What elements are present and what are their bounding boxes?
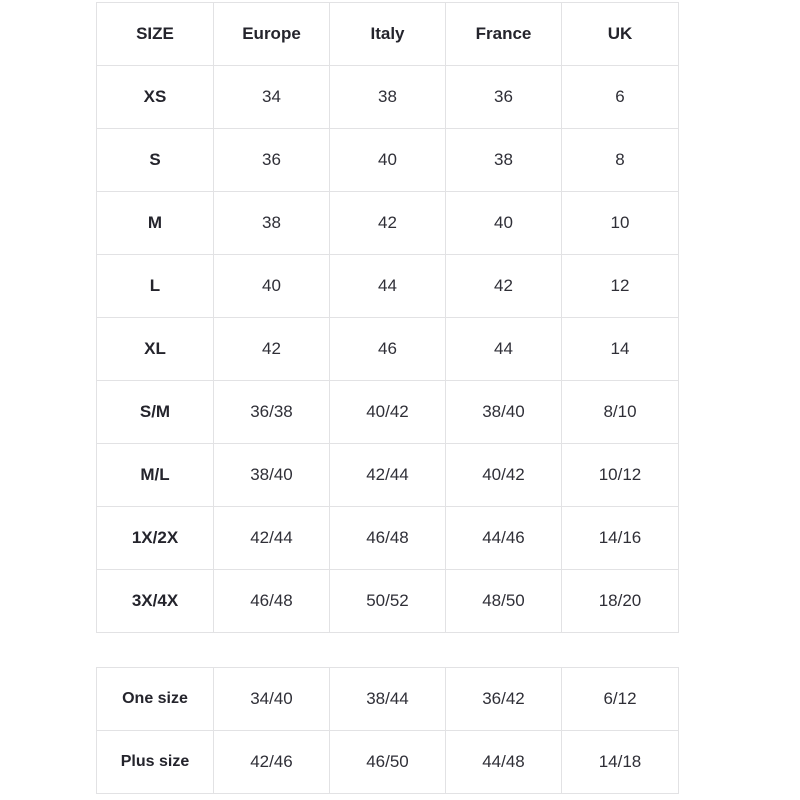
secondary-table-body: [97, 668, 679, 794]
table-row: [97, 381, 679, 444]
cell-italy: 42: [330, 192, 446, 255]
cell-france: 48/50: [446, 570, 562, 633]
table-row: [97, 318, 679, 381]
cell-uk: 6: [562, 66, 679, 129]
row-label: M: [97, 192, 214, 255]
cell-uk: 12: [562, 255, 679, 318]
cell-italy: 46: [330, 318, 446, 381]
cell-uk: 10/12: [562, 444, 679, 507]
cell-france: 38/40: [446, 381, 562, 444]
cell-italy: 38/44: [330, 668, 446, 731]
row-label: S: [97, 129, 214, 192]
cell-europe: 46/48: [214, 570, 330, 633]
row-label: M/L: [97, 444, 214, 507]
cell-europe: 34/40: [214, 668, 330, 731]
cell-europe: 40: [214, 255, 330, 318]
cell-uk: 14/16: [562, 507, 679, 570]
table-row: [97, 570, 679, 633]
cell-uk: 18/20: [562, 570, 679, 633]
cell-italy: 38: [330, 66, 446, 129]
table-row: [97, 192, 679, 255]
cell-france: 40/42: [446, 444, 562, 507]
main-size-table-container: [96, 2, 678, 633]
cell-uk: 14: [562, 318, 679, 381]
cell-europe: 42/46: [214, 731, 330, 794]
main-table-body: [97, 66, 679, 633]
row-label: XS: [97, 66, 214, 129]
table-row: [97, 129, 679, 192]
cell-europe: 38/40: [214, 444, 330, 507]
row-label: L: [97, 255, 214, 318]
main-table-header: [97, 3, 679, 66]
cell-france: 36/42: [446, 668, 562, 731]
cell-france: 40: [446, 192, 562, 255]
row-label: Plus size: [97, 731, 214, 794]
table-row: [97, 668, 679, 731]
cell-italy: 44: [330, 255, 446, 318]
cell-france: 44/48: [446, 731, 562, 794]
row-label: S/M: [97, 381, 214, 444]
cell-france: 38: [446, 129, 562, 192]
cell-italy: 46/48: [330, 507, 446, 570]
cell-uk: 8/10: [562, 381, 679, 444]
cell-uk: 6/12: [562, 668, 679, 731]
table-row: [97, 66, 679, 129]
table-row: [97, 507, 679, 570]
cell-italy: 46/50: [330, 731, 446, 794]
table-row: [97, 255, 679, 318]
column-header-italy: Italy: [330, 3, 446, 66]
cell-europe: 36/38: [214, 381, 330, 444]
table-header-row: [97, 3, 679, 66]
cell-france: 42: [446, 255, 562, 318]
row-label: 1X/2X: [97, 507, 214, 570]
cell-italy: 40: [330, 129, 446, 192]
cell-europe: 34: [214, 66, 330, 129]
cell-europe: 36: [214, 129, 330, 192]
column-header-uk: UK: [562, 3, 679, 66]
cell-italy: 42/44: [330, 444, 446, 507]
cell-uk: 8: [562, 129, 679, 192]
column-header-size: SIZE: [97, 3, 214, 66]
cell-france: 36: [446, 66, 562, 129]
cell-france: 44: [446, 318, 562, 381]
main-size-table: [96, 2, 679, 633]
cell-uk: 14/18: [562, 731, 679, 794]
row-label: XL: [97, 318, 214, 381]
cell-europe: 42/44: [214, 507, 330, 570]
cell-italy: 50/52: [330, 570, 446, 633]
cell-europe: 42: [214, 318, 330, 381]
table-row: [97, 444, 679, 507]
secondary-size-table-container: [96, 667, 678, 794]
row-label: 3X/4X: [97, 570, 214, 633]
secondary-size-table: [96, 667, 679, 794]
cell-italy: 40/42: [330, 381, 446, 444]
table-row: [97, 731, 679, 794]
row-label: One size: [97, 668, 214, 731]
cell-uk: 10: [562, 192, 679, 255]
cell-europe: 38: [214, 192, 330, 255]
column-header-europe: Europe: [214, 3, 330, 66]
cell-france: 44/46: [446, 507, 562, 570]
column-header-france: France: [446, 3, 562, 66]
